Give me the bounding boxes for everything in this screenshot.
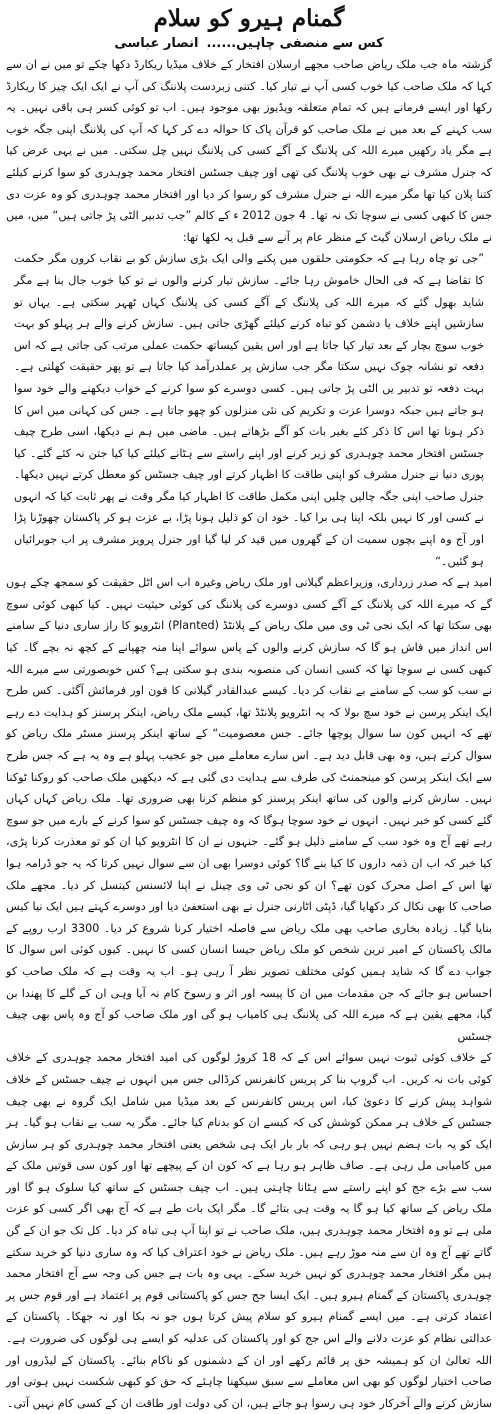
paragraph: گزشتہ ماہ جب ملک ریاض صاحب مجھے ارسلان افتخار کے خلاف میڈیا ریکارڈ دکھا چکے تو میں نے ان سے کہا کہ ملک صاحب کیا خوب کسی آپ نے تیار کیا۔ کتنی زبردست پلاننگ کی آپ نے ایک ایک چیز کا ریکارڈ رکھا اور ایسے فرمانے ہیں کہ تمام متعلقہ ویڈیوز بھی موجود ہیں۔ اب تو کوئی کسر ہی باقی نہیں۔ یہ سب کہنے کے بعد میں نے ملک صاحب کو قرآن پاک کا حوالہ دے کر کہا کہ آپ کی پلاننگ اپنی جگہ خوب ہے مگر یاد رکھیں میرے اللہ کی پلاننگ کے آگے کسی کی پلاننگ نہیں چل سکتی۔ میں نے یہی عرض کیا کہ جنرل مشرف نے بھی خوب پلاننگ کی تھی اور چیف جسٹس افتخار محمد چوہدری کو سوا کرنے کیلئے کتنا پلان کیا تھا مگر میرے اللہ نے جنرل مشرف کو رسوا کر دیا اور افتخار محمد چوہدری کو وہ عزت دی جس کا کبھی کسی نے سوچا تک نہ تھا۔ 4 جون 2012 ء کے کالم ”جب تدبیر الٹی پڑ جاتی ہیں“ میں، میں نے ملک ریاض ارسلان گیٹ کے منظر عام پر آنے سے قبل یہ لکھا تھا: <box>6 58 492 244</box>
author-name: انصار عباسی <box>114 36 199 51</box>
quoted-paragraph: ”جی تو چاہ رہا ہے کہ حکومتی حلقوں میں پکنے والی ایک بڑی سازش کو بے نقاب کروں مگر حکمت کا تقاضا ہے کہ فی الحال خاموش رہا جائے۔ سازش تیار کرنے والوں نے تو کیا خوب جال بنا ہے مگر شاید بھول گئے کہ میرے اللہ کی پلاننگ کے آگے کسی کی پلاننگ کہاں ٹھہر سکتی ہے۔ یہاں تو سازشیں اپنے خلاف یا دشمن کو تباہ کرنے کیلئے گھڑی جاتی ہیں۔ سازش کرنے والے ہر پہلو کو بہت خوب سوچ بچار کے بعد تیار کیا جاتا ہے اور اس یقین کیساتھ حکمت عملی مرتب کی جاتی ہے کہ اس دفعہ تو نشانہ چوک نہیں سکتا مگر جب سازش پر عملدرآمد کیا جاتا ہے تو پھر حقیقت کھلتی ہے۔ بہت دفعہ تو تدبیر یں الٹی پڑ جاتی ہیں۔ کسی دوسرے کو سوا کرنے کے خواب دیکھنے والے خود سوا ہو جاتے ہیں جبکہ دوسرا عزت و تکریم کی نئی منزلوں کو چھو جاتا ہے۔ جس کی کہانی میں اس کا ذکر ہونا تھا اس کا ذکر کئے بغیر بات کو آگے بڑھاتے ہیں۔ ماضی میں ہم نے دیکھا، اسی طرح چیف جسٹس افتخار محمد چوہدری کو زیر کرنے اور اپنے راستے سے ہٹانے کیلئے کیا کیا جتن نہ کئے گئے۔ کیا پوری دنیا نے جنرل مشرف کو اپنی طاقت کا اظہار کرتے اور چیف جسٹس کو معطل کرتے نہیں دیکھا۔ جنرل صاحب اپنی جگہ چالیں چلیں اپنی مکمل طاقت کا اظہار کیا مگر وقت نے پھر ثابت کیا کہ انہوں نے کسی اور کا نہیں بلکہ اپنا ہی برا کیا۔ خود ان کو ذلیل ہونا پڑا، بے عزت ہو کر پاکستان چھوڑنا پڑا اور آج وہ اپنے بچوں سمیت ان کے گھروں میں قید کر لیا گیا اور جنرل پرویز مشرف پر اب جوبرائیاں ہو گئیں۔“ <box>14 252 484 568</box>
byline-row <box>6 35 492 53</box>
paragraph: امید ہے کہ صدر زرداری، وزیراعظم گیلانی اور ملک ریاض وغیرہ اب اس اٹل حقیقت کو سمجھ چکے ہوں گے کہ میرے اللہ کی پلاننگ کے آگے کسی دوسرے کی پلاننگ کی کوئی حیثیت نہیں۔ کیا کبھی کوئی سوچ بھی سکتا تھا کہ ایک نجی ٹی وی میں ملک ریاض کے پلانٹڈ (Planted) انٹرویو کا راز ساری دنیا کے سامنے اس انداز میں فاش ہو گا کہ سازش کرنے والوں کے پاس سوائے اپنا منہ چھپانے کے کچھ نہ بچے گا۔ کیا کبھی کسی نے سوچا تھا کہ کسی انسان کی منصوبہ بندی ہو سکتی ہے؟ کس خوبصورتی سے میرے اللہ نے سب کو سب کے سامنے بے نقاب کر دیا۔ کیسے عبدالقادر گیلانی کا فون اور فرمائش آگئی۔ کس طرح ایک اینکر پرسن نے خود سچ بولا کہ یہ انٹرویو پلانٹڈ تھا، کیسے ملک ریاض، اینکر پرسنز کو ہدایت دے رہے تھے کہ انہیں کون سا سوال پوچھا جائے۔ جس معصومیت“ کے ساتھ اینکر پرسنز مسٹر ملک ریاض کو سوال کرتے ہیں، وہ بھی قابل دید ہے۔ اس سارے معاملے میں جو عجیب پہلو ہے وہ یہ ہے کہ جس طرح سے ایک اینکر پرسن کو مینجمنٹ کی طرف سے ہدایت دی گئی ہے کہ دیکھیں ملک صاحب کو روکنا ٹوکنا نہیں۔ سازش کرنے والوں کی ساتھ اینکر پرسنز کو منظم کرنا بھی ضروری تھا۔ ملک ریاض کہاں کہاں گئے کسی کو خبر نہیں۔ انہوں نے خود سوچا ہوگا کہ وہ چیف جسٹس کو سوا کرنے کے بارے میں جو سوچ رہے تھے آج وہ خود سب کے سامنے ذلیل ہو گئے۔ جنہوں نے ان کا انٹرویو کیا ان کو تو معذرت کرنا پڑی، کیا خبر کہ اب ان ذمہ داروں کا کیا بنے گا؟ کوئی دوسرا بھی ان سے سوال نہیں کرتا کہ یہ جو ڈرامہ ہوا تھا اس کے اصل محرک کون تھے؟ ان کو نجی ٹی وی چینل نے اپنا لائسنس کینسل کر دیا۔ مجھے ملک صاحب کا بھی نکال کر دکھایا گیا، ڈپٹی اٹارنی جنرل نے بھی استعفیٰ دیا اور دوسرے کہتے ہیں ایک نیا کیس بنایا گیا۔ زیادہ بخاری صاحب بھی ملک ریاض سے فاصلہ اختیار کرنا شروع کر دیا۔ 3300 ارب روپے کے مالک پاکستان کے امیر ترین شخص کو ملک ریاض جیسا انسان کسی کا نہیں۔ کیوں کوئی اس سوال کا جواب دے گا کہ شاید ہمیں کوئی مختلف تصویر نظر آ رہی ہو۔ اب یہ وقت ہے کہ ملک صاحب کو احساس ہو جائے کہ جن مقدمات میں ان کا پیسہ اور اثر و رسوخ کام نہ آیا وہی ان کے گلے کا پھندا بن گیا، مجھے یقین ہے کہ میرے اللہ کی پلاننگ ہی کامیاب ہو گی اور ملک صاحب کو آج وہ پاس بھی چیف جسٹس <box>6 576 492 1043</box>
paragraph: کے خلاف کوئی ثبوت نہیں سوائے اس کے کہ 18 کروڑ لوگوں کی امید افتخار محمد چوہدری کے خلاف کوئی بات نہ کریں۔ اب گروپ بنا کر پریس کانفرنس کرڈالی جس میں انہوں نے چیف جسٹس کے خلاف شواہد پیش کرنے کا دعویٰ کیا، اس پریس کانفرنس کے بعد میڈیا میں شامل ایک گروہ نے بھی چیف جسٹس کے خلاف ہر ممکن کوشش کی کہ کیسے ان کو بدنام کیا جائے۔ مگر یہ سب بے نقاب ہو گیا۔ ہر ایک کو یہ بات ہضم نہیں ہو رہی کہ بار بار ایک ہی شخص یعنی افتخار محمد چوہدری کو ہر سازش میں کامیابی مل رہی ہے۔ صاف ظاہر ہو رہا ہے کہ کون ان کے پیچھے تھا اور کون سی قوتیں ملک کے سب سے بڑے جج کو اپنے راستے سے ہٹانا چاہتی ہیں۔ اب چیف جسٹس کے ساتھ کیا سلوک ہو گا اور ملک ریاض کے ساتھ کیا ہو گا یہ وقت ہی بتائے گا۔ مگر ایک بات طے ہے کہ آج بھی اگر کسی کو عزت ملی ہے تو وہ افتخار محمد چوہدری ہیں، ملک صاحب نے تو اپنا آپ ہی تباہ کر دیا۔ کل تک جو ان کے گن گاتے تھے آج وہ ان سے منہ موڑ رہے ہیں۔ ملک ریاض نے خود اعتراف کیا کہ وہ ساری دنیا کو خرید سکتے ہیں مگر افتخار محمد چوہدری کو نہیں خرید سکے۔ یہی وہ بات ہے جس کی وجہ سے آج افتخار محمد چوہدری پاکستان کے گمنام ہیرو ہیں۔ ایک ایسا جج جس کو پاکستانی قوم پر اعتماد ہے اور قوم جس پر اعتماد کرتی ہے۔ میں ایسے گمنام ہیرو کو سلام پیش کرتا ہوں جو نہ بکا اور نہ جھکا۔ پاکستان کے عدالتی نظام کو عزت دلانے والے اس جج کو اور پاکستان کی عدلیہ کو ایسے ہی لوگوں کی ضرورت ہے۔ اللہ تعالیٰ ان کو ہمیشہ حق پر قائم رکھے اور ان کے دشمنوں کو ناکام بنائے۔ پاکستان کے لیڈروں اور صاحب اختیار لوگوں کو بھی اس معاملے سے سبق سیکھنا چاہئے کہ حق کو کبھی شکست نہیں ہوتی اور سازش کرنے والے آخرکار خود ہی رسوا ہو جاتے ہیں، ان کی دولت اور طاقت ان کے کسی کام نہیں آتی۔ <box>6 1051 492 1410</box>
headline: گمنام ہیرو کو سلام <box>153 5 345 32</box>
subhead: کس سے منصفی چاہیں...... <box>206 36 384 51</box>
